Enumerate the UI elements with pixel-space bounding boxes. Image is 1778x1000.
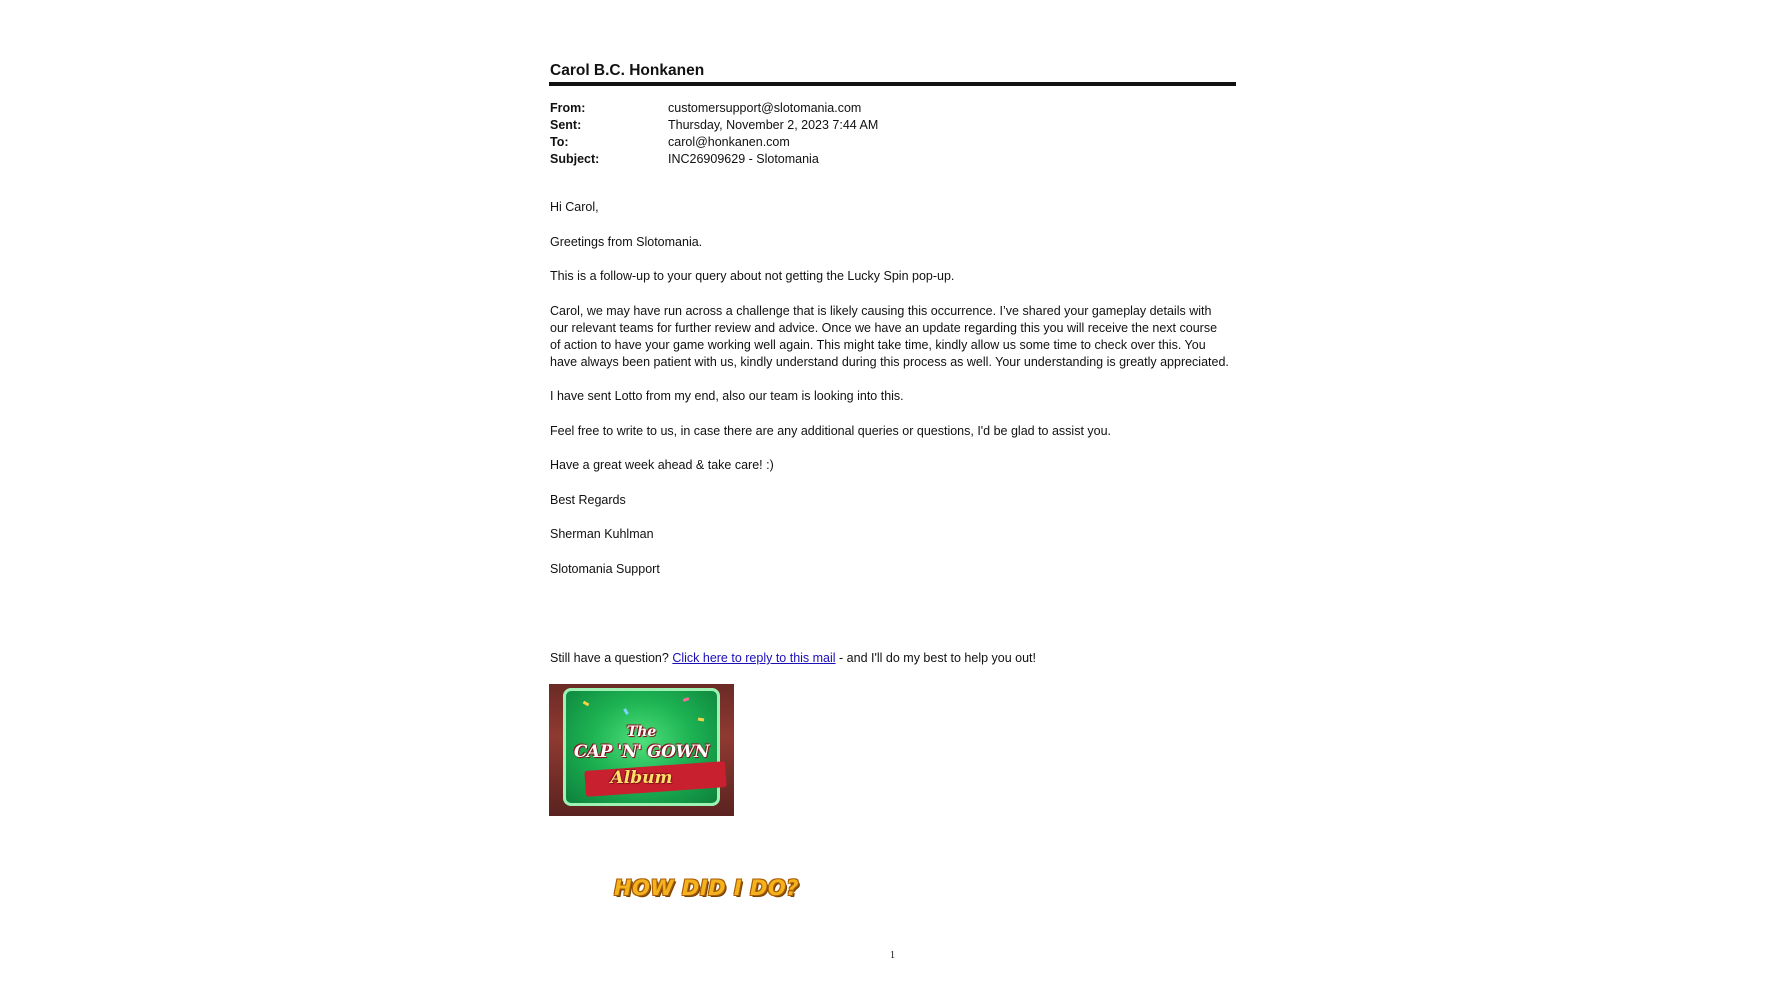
greeting: Hi Carol, — [550, 200, 599, 214]
header-from — [549, 100, 1236, 117]
header-label: Subject: — [550, 152, 600, 166]
sender-name: Carol B.C. Honkanen — [550, 62, 705, 79]
header-to — [549, 134, 1236, 151]
header-label: From: — [550, 101, 586, 115]
header-sent — [549, 117, 1236, 134]
body-paragraph: Have a great week ahead & take care! :) — [550, 458, 774, 472]
how-did-i-do-banner[interactable]: HOW DID I DO? — [614, 876, 799, 900]
team-name: Slotomania Support — [550, 561, 660, 576]
header-divider — [549, 82, 1236, 86]
album-title-line: The — [626, 724, 657, 740]
header-value: customersupport@slotomania.com — [668, 101, 862, 115]
confetti-shape — [583, 701, 590, 707]
page-number: 1 — [890, 950, 895, 961]
header-label: To: — [550, 135, 569, 149]
email-page — [549, 62, 1236, 961]
reply-prompt-suffix: - and I'll do my best to help you out! — [835, 651, 1036, 665]
header-label: Sent: — [550, 118, 582, 132]
agent-name: Sherman Kuhlman — [550, 527, 654, 541]
email-headers — [549, 100, 1236, 168]
album-title-line: Album — [610, 768, 673, 788]
header-subject — [549, 151, 1236, 168]
reply-link[interactable]: Click here to reply to this mail — [672, 651, 836, 665]
body-paragraph: Feel free to write to us, in case there are any additional queries or questions, I'd be glad to assist you. — [550, 423, 1112, 438]
album-card — [563, 688, 720, 806]
album-title-line: CAP 'N' GOWN — [573, 742, 710, 762]
reply-prompt — [550, 650, 1036, 667]
header-value: INC26909629 - Slotomania — [668, 152, 819, 166]
header-value: Thursday, November 2, 2023 7:44 AM — [668, 118, 879, 132]
confetti-shape — [623, 708, 629, 715]
email-body — [549, 199, 1236, 578]
reply-prompt-prefix: Still have a question? — [550, 651, 673, 665]
body-paragraph: Greetings from Slotomania. — [550, 234, 703, 249]
body-paragraph: Carol, we may have run across a challenge that is likely causing this occurrence. I’ve shared your gameplay details with our relevant teams for further review and advice. Once we have an update regarding this you will receive the next course of action to have your game working well again. This might take time, kindly allow us some time to check over this. You have always been patient with us, kindly understand during this process as well. Your understanding is greatly appreciated. — [550, 303, 1229, 369]
closing: Best Regards — [550, 492, 626, 507]
album-promo-image[interactable] — [549, 684, 734, 816]
confetti-shape — [698, 718, 704, 722]
confetti-shape — [683, 697, 690, 702]
body-paragraph: This is a follow-up to your query about not getting the Lucky Spin pop-up. — [550, 269, 955, 283]
header-value: carol@honkanen.com — [668, 135, 790, 149]
body-paragraph: I have sent Lotto from my end, also our team is looking into this. — [550, 389, 904, 403]
